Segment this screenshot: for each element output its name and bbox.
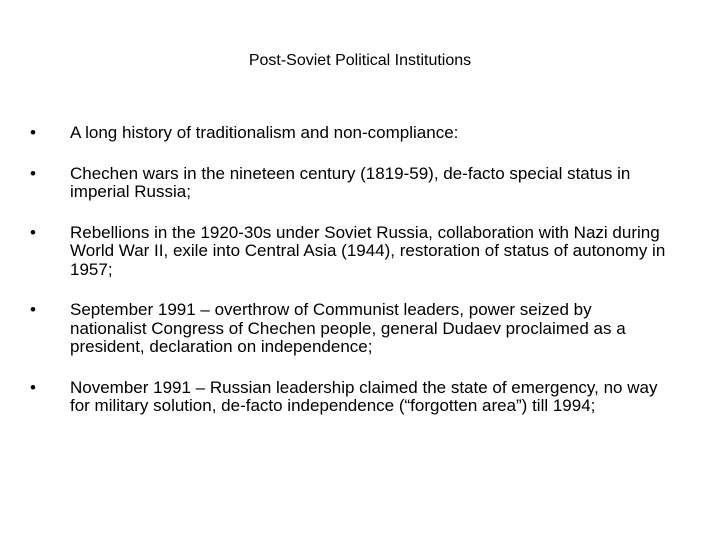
- list-item: [30, 224, 670, 280]
- bullet-text: November 1991 – Russian leadership claimed the state of emergency, no way for military solution, de-facto independence (“forgotten area”) till 1994;: [70, 377, 658, 415]
- bullet-icon: •: [30, 163, 36, 183]
- list-item: [30, 165, 670, 202]
- bullet-icon: •: [30, 222, 36, 242]
- list-item: [30, 379, 670, 416]
- bullet-text: Chechen wars in the nineteen century (1819-59), de-facto special status in imperial Russia;: [70, 163, 631, 201]
- bullet-text: A long history of traditionalism and non-compliance:: [70, 123, 459, 142]
- bullet-icon: •: [30, 300, 36, 319]
- bullet-icon: •: [30, 377, 36, 397]
- bullet-list: [30, 124, 670, 438]
- list-item: [30, 301, 670, 357]
- bullet-icon: •: [30, 123, 36, 142]
- bullet-text: Rebellions in the 1920-30s under Soviet Russia, collaboration with Nazi during World War II, exile into Central Asia (1944), restoration of status of autonomy in 1957;: [70, 222, 666, 279]
- slide-title: Post-Soviet Political Institutions: [248, 52, 472, 69]
- list-item: [30, 124, 670, 143]
- bullet-text: September 1991 – overthrow of Communist leaders, power seized by nationalist Congress of Chechen people, general Dudaev proclaimed as a president, declaration on independence;: [70, 300, 626, 356]
